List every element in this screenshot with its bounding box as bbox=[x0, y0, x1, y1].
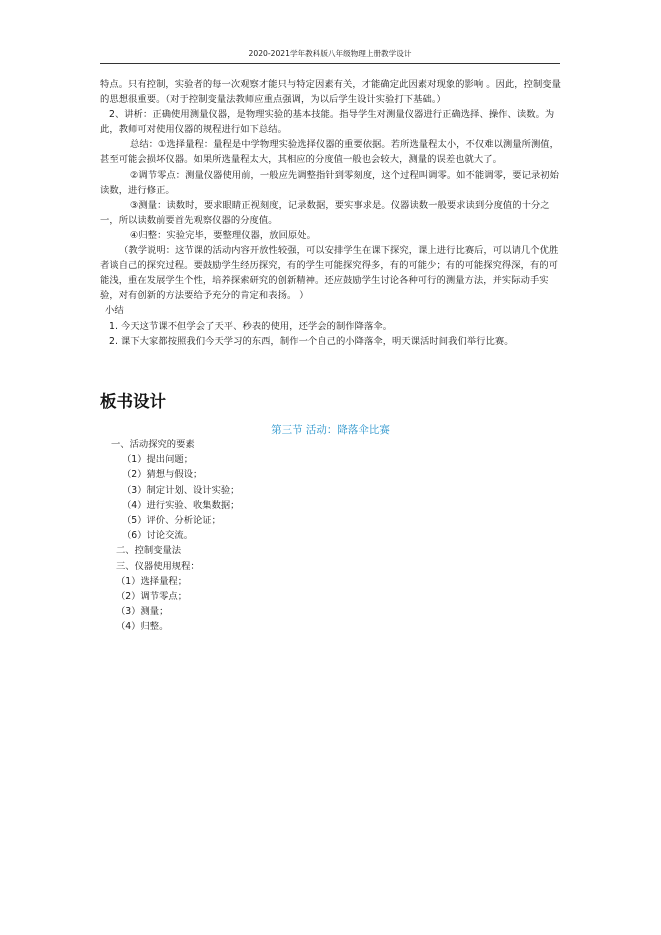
header-divider bbox=[100, 63, 560, 64]
paragraph-summary-measure: ③测量：读数时，要求眼睛正视刻度，记录数据，要实事求是。仪器读数一般要求读到分度值的十分之一，所以读数前要首先观察仪器的分度值。 bbox=[100, 199, 550, 226]
paragraph-summary-range: 总结：①选择量程：量程是中学物理实验选择仪器的重要依据。若所选量程太小，不仅难以测量所测值，甚至可能会损坏仪器。如果所选量程太大，其相应的分度值一般也会较大，测量的误差也就大了。 bbox=[100, 139, 559, 166]
outline-item: （5）评价、分析论证； bbox=[122, 515, 221, 527]
outline-item: （4）归整。 bbox=[116, 621, 169, 633]
paragraph-summary-zero: ②调节零点：测量仪器使用前，一般应先调整指针到零刻度，这个过程叫调零。如不能调零，要记录初始读数，进行修正。 bbox=[100, 169, 559, 196]
paragraph-recap-1: 1. 今天这节课不但学会了天平、秒表的使用，还学会的制作降落伞。 bbox=[109, 320, 393, 332]
board-title: 第三节 活动：降落伞比赛 bbox=[271, 424, 390, 436]
section-title-board-design: 板书设计 bbox=[100, 392, 166, 411]
outline-item: （3）制定计划、设计实验； bbox=[122, 484, 240, 496]
paragraph-summary-tidy: ④归整：实验完毕，要整理仪器，放回原处。 bbox=[130, 229, 316, 241]
paragraph-recap-2: 2. 课下大家都按照我们今天学习的东西，制作一个自己的小降落伞，明天课活时间我们举行比赛。 bbox=[109, 335, 514, 347]
page-header: 2020-2021学年教科版八年级物理上册教学设计 bbox=[248, 49, 412, 58]
outline-item: （3）测量； bbox=[116, 606, 169, 618]
outline-item: （2）猜想与假设； bbox=[122, 469, 203, 481]
paragraph-teaching-note: （教学说明：这节课的活动内容开放性较强，可以安排学生在课下探究，课上进行比赛后，可以请几个优胜者谈自己的探究过程。要鼓励学生经历探究，有的学生可能探究得多，有的可能少；有的可能探究得深，有的可能浅，重在发展学生个性，培养探索研究的创新精神。还应鼓励学生讨论各种可行的测量方法，并实际动手实验，对有创新的方法要给予充分的肯定和表扬。 ） bbox=[100, 245, 559, 302]
paragraph-control-variables: 特点。只有控制，实验者的每一次观察才能只与特定因素有关，才能确定此因素对现象的影响 。因此，控制变量的思想很重要。（对于控制变量法教师应重点强调，为以后学生设计实验打下基础。） bbox=[100, 79, 562, 106]
paragraph-recap-heading: 小结 bbox=[105, 305, 124, 317]
outline-item: （1）提出问题； bbox=[122, 454, 193, 466]
outline-item: （4）进行实验、收集数据； bbox=[122, 499, 240, 511]
outline-item: 一、活动探究的要素 bbox=[111, 439, 195, 450]
lesson-body bbox=[100, 77, 561, 349]
outline-item: 三、仪器使用规程： bbox=[116, 560, 200, 572]
board-outline bbox=[100, 437, 561, 635]
paragraph-explanation: 2、讲析：正确使用测量仪器，是物理实验的基本技能。指导学生对测量仪器进行正确选择、操作、读数。为此，教师可对使用仪器的规程进行如下总结。 bbox=[100, 109, 555, 136]
outline-item: 二、控制变量法 bbox=[116, 545, 182, 557]
outline-item: （1）选择量程； bbox=[116, 575, 187, 587]
outline-item: （6）讨论交流。 bbox=[122, 530, 193, 542]
outline-item: （2）调节零点； bbox=[116, 591, 187, 603]
